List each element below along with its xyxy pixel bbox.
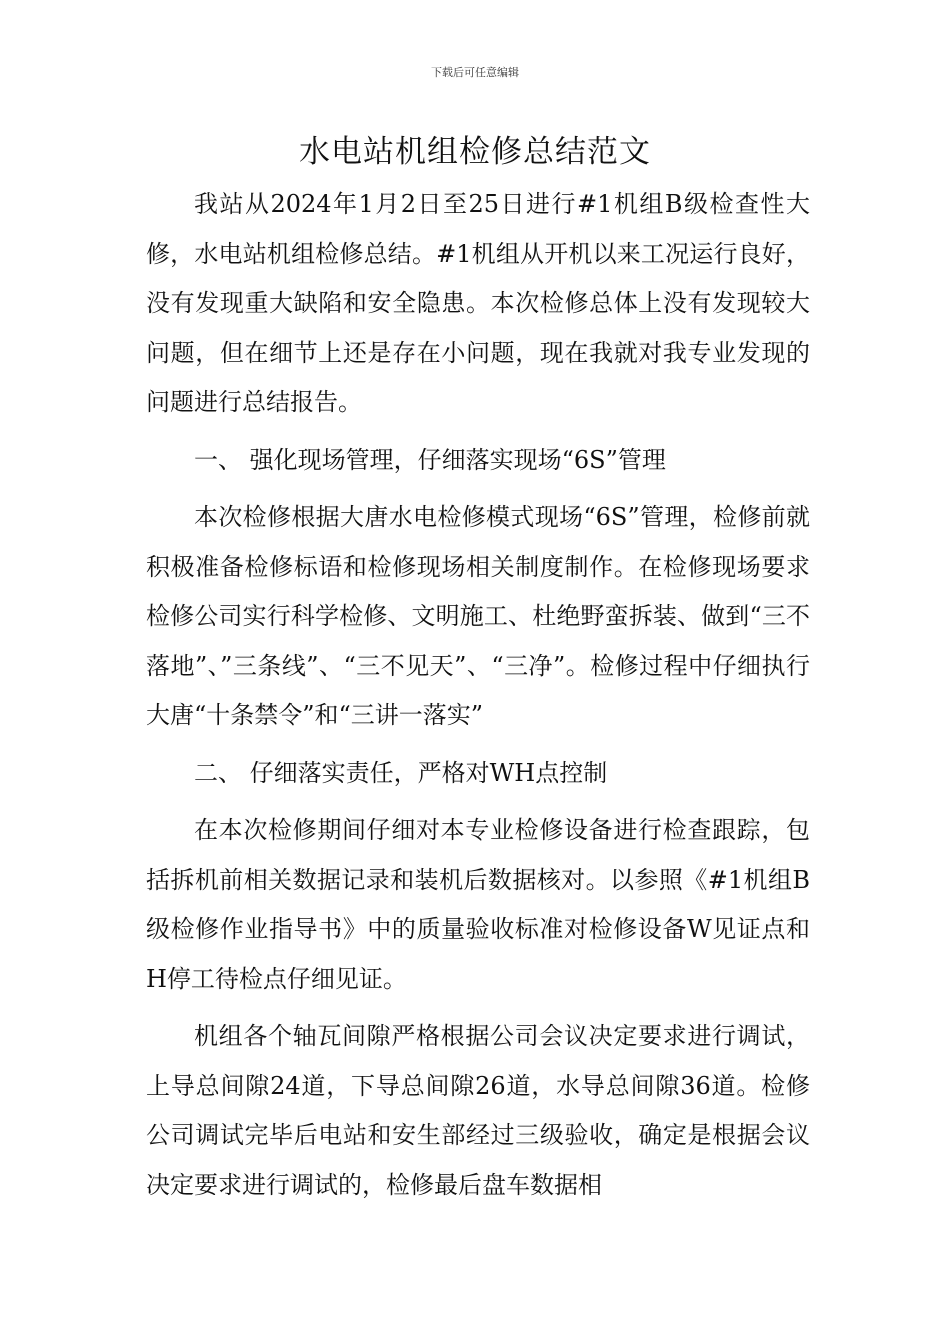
document-body xyxy=(146,180,810,1210)
paragraph-bearing-clearance: 机组各个轴瓦间隙严格根据公司会议决定要求进行调试，上导总间隙24道，下导总间隙26道，水导总间隙36道。检修公司调试完毕后电站和安生部经过三级验收，确定是根据会议决定要求进行调试的，检修最后盘车数据相 xyxy=(146,1022,810,1199)
paragraph-section-1: 本次检修根据大唐水电检修模式现场“6S”管理，检修前就积极准备检修标语和检修现场相关制度制作。在检修现场要求检修公司实行科学检修、文明施工、杜绝野蛮拆装、做到“三不落地”、”三条线”、“三不见天”、“三净”。检修过程中仔细执行大唐“十条禁令”和“三讲一落实” xyxy=(146,503,810,729)
section-heading-2: 二、 仔细落实责任，严格对WH点控制 xyxy=(194,758,608,787)
section-heading-1: 一、 强化现场管理，仔细落实现场“6S”管理 xyxy=(194,445,666,474)
paragraph-section-2: 在本次检修期间仔细对本专业检修设备进行检查跟踪，包括拆机前相关数据记录和装机后数据核对。以参照《#1机组B级检修作业指导书》中的质量验收标准对检修设备W见证点和H停工待检点仔细见证。 xyxy=(146,816,810,993)
document-title: 水电站机组检修总结范文 xyxy=(299,134,651,170)
header-note: 下载后可任意编辑 xyxy=(431,66,519,79)
paragraph-intro: 我站从2024年1月2日至25日进行#1机组B级检查性大修，水电站机组检修总结。#1机组从开机以来工况运行良好，没有发现重大缺陷和安全隐患。本次检修总体上没有发现较大问题，但在细节上还是存在小问题，现在我就对我专业发现的问题进行总结报告。 xyxy=(146,190,810,416)
